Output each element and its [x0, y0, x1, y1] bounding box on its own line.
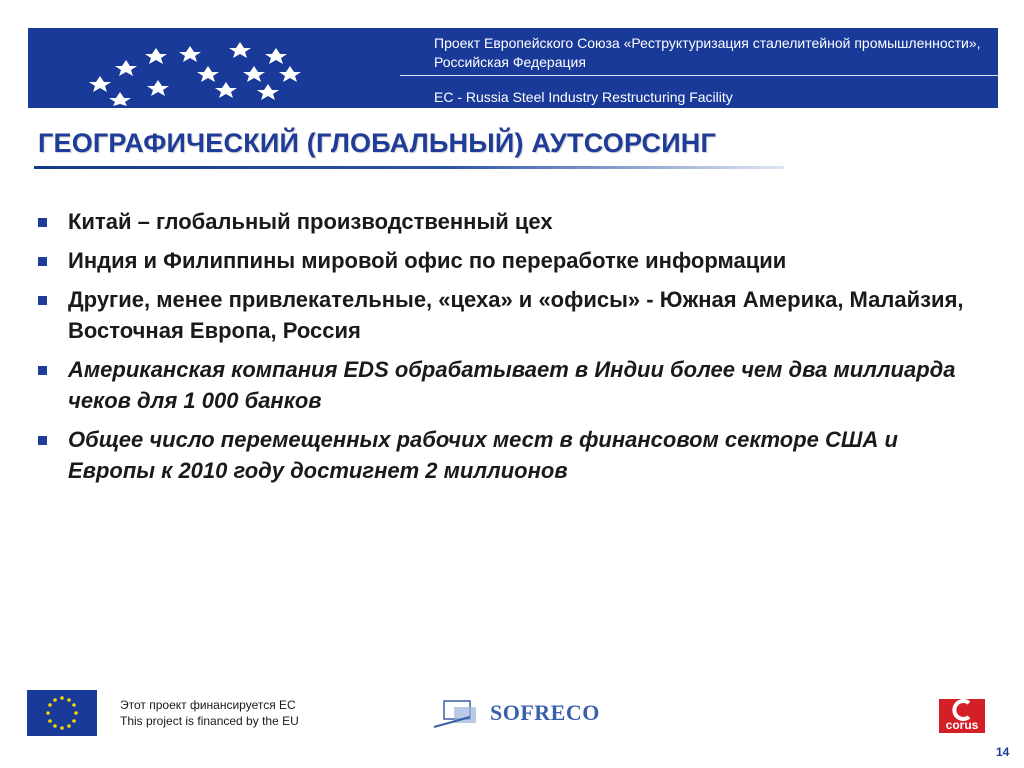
bullet-text: Другие, менее привлекательные, «цеха» и «офисы» - Южная Америка, Малайзия, Восточная Европа, Россия — [68, 287, 964, 343]
header-title-en: EC - Russia Steel Industry Restructuring Facility — [434, 89, 733, 105]
sofreco-text: SOFRECO — [490, 700, 600, 725]
square-bullet-icon — [38, 257, 47, 266]
header-banner — [28, 28, 998, 108]
square-bullet-icon — [38, 218, 47, 227]
eu-flag-stars-icon — [27, 690, 97, 736]
bullet-item — [36, 206, 966, 237]
square-bullet-icon — [38, 436, 47, 445]
bullet-text: Индия и Филиппины мировой офис по переработке информации — [68, 248, 787, 273]
funding-note — [120, 697, 299, 729]
bullet-text: Китай – глобальный производственный цех — [68, 209, 553, 234]
bullet-list — [36, 206, 966, 494]
sofreco-mark-icon — [430, 693, 488, 733]
bullet-item — [36, 354, 966, 416]
bullet-item — [36, 245, 966, 276]
eu-stars-icon — [58, 36, 318, 106]
bullet-text: Американская компания EDS обрабатывает в Индии более чем два миллиарда чеков для 1 000 банков — [68, 357, 956, 413]
bullet-item — [36, 284, 966, 346]
square-bullet-icon — [38, 296, 47, 305]
slide-title: ГЕОГРАФИЧЕСКИЙ (ГЛОБАЛЬНЫЙ) АУТСОРСИНГ — [38, 128, 716, 158]
corus-text: corus — [945, 718, 979, 732]
header-title-ru: Проект Европейского Союза «Реструктуризация сталелитейной промышленности», Российская Федерация — [434, 35, 981, 70]
title-underline — [34, 166, 784, 169]
sofreco-logo — [430, 693, 600, 733]
funding-note-ru: Этот проект финансируется ЕС — [120, 698, 296, 712]
square-bullet-icon — [38, 366, 47, 375]
bullet-text: Общее число перемещенных рабочих мест в финансовом секторе США и Европы к 2010 году достигнет 2 миллионов — [68, 427, 898, 483]
funding-note-en: This project is financed by the EU — [120, 714, 299, 728]
eu-flag-icon — [27, 690, 97, 736]
corus-logo — [939, 699, 985, 733]
page-number: 14 — [996, 745, 1010, 759]
bullet-item — [36, 424, 966, 486]
header-divider — [400, 75, 998, 76]
